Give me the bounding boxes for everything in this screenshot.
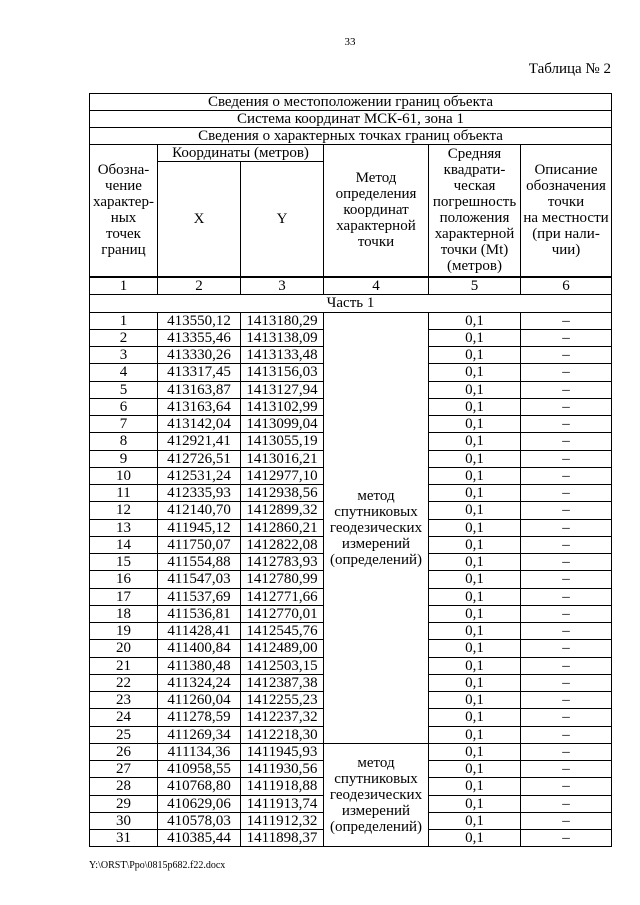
point-x: 412531,24 <box>158 467 241 484</box>
point-x: 412335,93 <box>158 485 241 502</box>
column-number: 2 <box>158 277 241 295</box>
point-description: – <box>521 830 612 847</box>
point-x: 412726,51 <box>158 450 241 467</box>
method-cell: метод спутниковых геодезических измерений (определений) <box>324 743 429 847</box>
point-mean-square-error: 0,1 <box>429 812 521 829</box>
point-mean-square-error: 0,1 <box>429 692 521 709</box>
point-mean-square-error: 0,1 <box>429 709 521 726</box>
point-description: – <box>521 416 612 433</box>
point-number: 10 <box>90 467 158 484</box>
header-method: Метод определения координат характерной точки <box>324 145 429 277</box>
point-mean-square-error: 0,1 <box>429 485 521 502</box>
table-header <box>90 94 612 313</box>
point-number: 1 <box>90 312 158 329</box>
table-title-points: Сведения о характерных точках границ объекта <box>90 128 612 145</box>
point-mean-square-error: 0,1 <box>429 398 521 415</box>
point-description: – <box>521 743 612 760</box>
point-x: 412921,41 <box>158 433 241 450</box>
point-x: 411537,69 <box>158 588 241 605</box>
point-mean-square-error: 0,1 <box>429 381 521 398</box>
page-number: 33 <box>344 36 356 48</box>
point-number: 17 <box>90 588 158 605</box>
point-description: – <box>521 588 612 605</box>
point-mean-square-error: 0,1 <box>429 726 521 743</box>
point-number: 13 <box>90 519 158 536</box>
point-y: 1412822,08 <box>241 536 324 553</box>
title-row <box>90 94 612 111</box>
point-number: 25 <box>90 726 158 743</box>
point-x: 411269,34 <box>158 726 241 743</box>
point-x: 410768,80 <box>158 778 241 795</box>
point-mean-square-error: 0,1 <box>429 605 521 622</box>
point-number: 24 <box>90 709 158 726</box>
point-y: 1411898,37 <box>241 830 324 847</box>
point-x: 413317,45 <box>158 364 241 381</box>
point-y: 1412387,38 <box>241 674 324 691</box>
section-row <box>90 294 612 312</box>
point-number: 18 <box>90 605 158 622</box>
point-description: – <box>521 485 612 502</box>
point-description: – <box>521 347 612 364</box>
point-x: 411260,04 <box>158 692 241 709</box>
point-number: 23 <box>90 692 158 709</box>
point-x: 411750,07 <box>158 536 241 553</box>
column-number: 1 <box>90 277 158 295</box>
point-y: 1411912,32 <box>241 812 324 829</box>
point-y: 1412938,56 <box>241 485 324 502</box>
point-number: 9 <box>90 450 158 467</box>
point-x: 413163,64 <box>158 398 241 415</box>
point-y: 1411945,93 <box>241 743 324 760</box>
point-y: 1412770,01 <box>241 605 324 622</box>
point-x: 410385,44 <box>158 830 241 847</box>
point-mean-square-error: 0,1 <box>429 433 521 450</box>
point-mean-square-error: 0,1 <box>429 623 521 640</box>
point-number: 6 <box>90 398 158 415</box>
point-description: – <box>521 812 612 829</box>
column-number: 4 <box>324 277 429 295</box>
point-mean-square-error: 0,1 <box>429 657 521 674</box>
point-y: 1413102,99 <box>241 398 324 415</box>
point-y: 1412218,30 <box>241 726 324 743</box>
point-description: – <box>521 467 612 484</box>
header-description: Описание обозначения точки на местности (при нали- чии) <box>521 145 612 277</box>
point-y: 1413127,94 <box>241 381 324 398</box>
point-y: 1412503,15 <box>241 657 324 674</box>
point-number: 31 <box>90 830 158 847</box>
point-number: 7 <box>90 416 158 433</box>
point-description: – <box>521 502 612 519</box>
point-description: – <box>521 692 612 709</box>
table-title-coordinate-system: Система координат МСК-61, зона 1 <box>90 111 612 128</box>
point-y: 1412783,93 <box>241 554 324 571</box>
point-description: – <box>521 433 612 450</box>
point-x: 413163,87 <box>158 381 241 398</box>
point-mean-square-error: 0,1 <box>429 778 521 795</box>
point-x: 410578,03 <box>158 812 241 829</box>
point-y: 1412489,00 <box>241 640 324 657</box>
point-y: 1412899,32 <box>241 502 324 519</box>
point-number: 8 <box>90 433 158 450</box>
point-mean-square-error: 0,1 <box>429 416 521 433</box>
section-title: Часть 1 <box>90 294 612 312</box>
point-description: – <box>521 623 612 640</box>
point-description: – <box>521 605 612 622</box>
point-number: 15 <box>90 554 158 571</box>
point-mean-square-error: 0,1 <box>429 536 521 553</box>
point-mean-square-error: 0,1 <box>429 554 521 571</box>
point-y: 1413099,04 <box>241 416 324 433</box>
method-cell: метод спутниковых геодезических измерений (определений) <box>324 312 429 743</box>
point-number: 30 <box>90 812 158 829</box>
point-mean-square-error: 0,1 <box>429 329 521 346</box>
point-description: – <box>521 657 612 674</box>
table-label: Таблица № 2 <box>528 61 611 77</box>
point-y: 1412977,10 <box>241 467 324 484</box>
point-description: – <box>521 329 612 346</box>
point-y: 1412780,99 <box>241 571 324 588</box>
point-y: 1413133,48 <box>241 347 324 364</box>
point-mean-square-error: 0,1 <box>429 467 521 484</box>
point-x: 411428,41 <box>158 623 241 640</box>
point-x: 411324,24 <box>158 674 241 691</box>
point-x: 410629,06 <box>158 795 241 812</box>
column-number: 3 <box>241 277 324 295</box>
point-number: 20 <box>90 640 158 657</box>
point-number: 2 <box>90 329 158 346</box>
point-mean-square-error: 0,1 <box>429 674 521 691</box>
point-mean-square-error: 0,1 <box>429 640 521 657</box>
point-number: 19 <box>90 623 158 640</box>
header-row <box>90 145 612 162</box>
points-body <box>90 312 612 847</box>
point-number: 11 <box>90 485 158 502</box>
point-mean-square-error: 0,1 <box>429 830 521 847</box>
point-x: 411536,81 <box>158 605 241 622</box>
point-number: 22 <box>90 674 158 691</box>
point-y: 1413180,29 <box>241 312 324 329</box>
point-description: – <box>521 640 612 657</box>
point-y: 1413055,19 <box>241 433 324 450</box>
point-description: – <box>521 709 612 726</box>
point-description: – <box>521 726 612 743</box>
point-number: 12 <box>90 502 158 519</box>
point-number: 29 <box>90 795 158 812</box>
file-path-footer: Y:\ORST\Ppo\0815p682.f22.docx <box>89 860 226 871</box>
point-mean-square-error: 0,1 <box>429 571 521 588</box>
point-number: 4 <box>90 364 158 381</box>
boundary-points-table <box>89 93 612 847</box>
point-x: 410958,55 <box>158 761 241 778</box>
point-number: 28 <box>90 778 158 795</box>
point-description: – <box>521 312 612 329</box>
header-coordinates: Координаты (метров) <box>158 145 324 162</box>
point-description: – <box>521 795 612 812</box>
point-x: 411554,88 <box>158 554 241 571</box>
point-y: 1412237,32 <box>241 709 324 726</box>
point-y: 1412771,66 <box>241 588 324 605</box>
point-description: – <box>521 674 612 691</box>
point-y: 1411930,56 <box>241 761 324 778</box>
header-x: X <box>158 162 241 277</box>
point-mean-square-error: 0,1 <box>429 450 521 467</box>
point-x: 411945,12 <box>158 519 241 536</box>
title-row <box>90 128 612 145</box>
point-row <box>90 312 612 329</box>
point-description: – <box>521 398 612 415</box>
point-mean-square-error: 0,1 <box>429 519 521 536</box>
point-row <box>90 743 612 760</box>
point-x: 411134,36 <box>158 743 241 760</box>
table-title-location: Сведения о местоположении границ объекта <box>90 94 612 111</box>
point-x: 412140,70 <box>158 502 241 519</box>
point-y: 1413138,09 <box>241 329 324 346</box>
point-x: 413550,12 <box>158 312 241 329</box>
point-x: 413330,26 <box>158 347 241 364</box>
point-mean-square-error: 0,1 <box>429 588 521 605</box>
title-row <box>90 111 612 128</box>
point-number: 27 <box>90 761 158 778</box>
point-description: – <box>521 519 612 536</box>
point-x: 411400,84 <box>158 640 241 657</box>
point-mean-square-error: 0,1 <box>429 502 521 519</box>
point-x: 411547,03 <box>158 571 241 588</box>
point-number: 3 <box>90 347 158 364</box>
point-mean-square-error: 0,1 <box>429 312 521 329</box>
point-description: – <box>521 381 612 398</box>
point-y: 1411913,74 <box>241 795 324 812</box>
point-description: – <box>521 571 612 588</box>
point-number: 14 <box>90 536 158 553</box>
header-point-designation: Обозна- чение характер- ных точек границ <box>90 145 158 277</box>
point-description: – <box>521 536 612 553</box>
column-number: 5 <box>429 277 521 295</box>
point-x: 413142,04 <box>158 416 241 433</box>
point-y: 1412860,21 <box>241 519 324 536</box>
point-x: 411380,48 <box>158 657 241 674</box>
point-description: – <box>521 761 612 778</box>
point-x: 413355,46 <box>158 329 241 346</box>
point-number: 21 <box>90 657 158 674</box>
point-description: – <box>521 554 612 571</box>
point-number: 5 <box>90 381 158 398</box>
point-mean-square-error: 0,1 <box>429 795 521 812</box>
point-y: 1413156,03 <box>241 364 324 381</box>
point-y: 1413016,21 <box>241 450 324 467</box>
point-mean-square-error: 0,1 <box>429 347 521 364</box>
header-mean-square-error: Средняя квадрати- ческая погрешность положения характерной точки (Mt) (метров) <box>429 145 521 277</box>
point-description: – <box>521 364 612 381</box>
point-y: 1412255,23 <box>241 692 324 709</box>
column-number: 6 <box>521 277 612 295</box>
point-mean-square-error: 0,1 <box>429 743 521 760</box>
column-numbers-row <box>90 277 612 295</box>
header-y: Y <box>241 162 324 277</box>
point-number: 26 <box>90 743 158 760</box>
point-number: 16 <box>90 571 158 588</box>
point-mean-square-error: 0,1 <box>429 364 521 381</box>
point-x: 411278,59 <box>158 709 241 726</box>
point-y: 1411918,88 <box>241 778 324 795</box>
point-description: – <box>521 450 612 467</box>
point-mean-square-error: 0,1 <box>429 761 521 778</box>
point-description: – <box>521 778 612 795</box>
point-y: 1412545,76 <box>241 623 324 640</box>
